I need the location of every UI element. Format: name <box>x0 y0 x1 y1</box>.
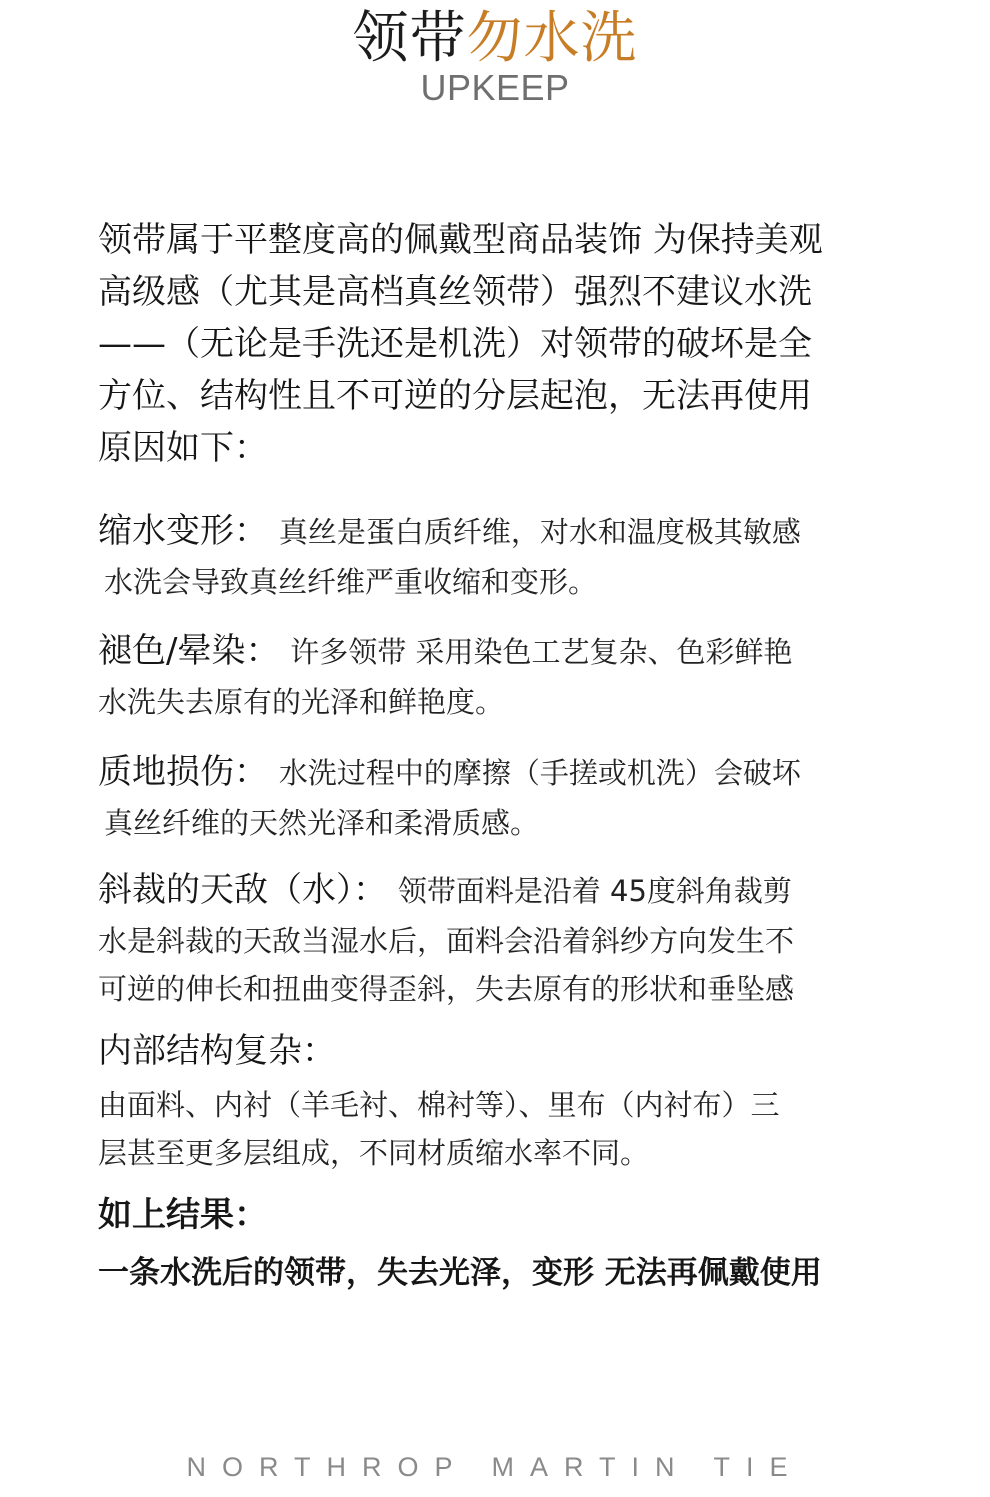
intro-line: 领带属于平整度高的佩戴型商品装饰 为保持美观 <box>98 220 823 260</box>
main-content <box>98 214 898 1297</box>
section-heading: 斜裁的天敌（水）： <box>98 870 387 910</box>
section-heading-line <box>98 625 898 678</box>
section-fading <box>98 625 898 726</box>
section-shrinkage <box>98 505 898 606</box>
section-body-line: 层甚至更多层组成，不同材质缩水率不同。 <box>98 1136 650 1170</box>
section-body-line: 水洗失去原有的光泽和鲜艳度。 <box>98 685 505 719</box>
footer-brand: NORTHROP MARTIN TIE <box>186 1452 804 1482</box>
page-header <box>0 6 990 108</box>
section-body-line: 水洗会导致真丝纤维严重收缩和变形。 <box>104 565 598 599</box>
section-body-line: 可逆的伸长和扭曲变得歪斜，失去原有的形状和垂坠感 <box>98 972 795 1006</box>
section-description: 真丝是蛋白质纤维，对水和温度极其敏感 <box>278 515 801 549</box>
conclusion-heading: 如上结果： <box>98 1195 268 1235</box>
section-heading: 内部结构复杂： <box>98 1031 336 1071</box>
page-subtitle: UPKEEP <box>420 67 570 108</box>
section-heading-line <box>98 864 898 917</box>
section-description: 领带面料是沿着 45度斜角裁剪 <box>397 874 792 908</box>
section-heading-line <box>98 746 898 799</box>
section-heading: 缩水变形： <box>98 511 268 551</box>
intro-line: 原因如下： <box>98 428 268 468</box>
section-body-line: 由面料、内衬（羊毛衬、棉衬等）、里布（内衬布）三 <box>98 1088 780 1122</box>
intro-line: 高级感（尤其是高档真丝领带）强烈不建议水洗 <box>98 272 812 312</box>
section-texture-damage <box>98 746 898 847</box>
section-heading-line <box>98 505 898 558</box>
section-heading: 质地损伤： <box>98 752 268 792</box>
section-description: 许多领带 采用染色工艺复杂、色彩鲜艳 <box>290 635 793 669</box>
section-body-line: 真丝纤维的天然光泽和柔滑质感。 <box>104 806 540 840</box>
section-body-line: 水是斜裁的天敌当湿水后，面料会沿着斜纱方向发生不 <box>98 924 795 958</box>
section-description: 水洗过程中的摩擦（手搓或机洗）会破坏 <box>278 756 801 790</box>
intro-line: 方位、结构性且不可逆的分层起泡，无法再使用 <box>98 376 812 416</box>
section-internal-structure <box>98 1025 898 1177</box>
section-bias-cut <box>98 864 898 1013</box>
conclusion-body: 一条水洗后的领带，失去光泽，变形 无法再佩戴使用 <box>98 1255 822 1291</box>
intro-line: ——（无论是手洗还是机洗）对领带的破坏是全 <box>98 324 812 364</box>
title-primary: 领带 <box>352 6 467 71</box>
page-title <box>0 6 990 72</box>
section-heading-line <box>98 1025 898 1077</box>
title-accent: 勿水洗 <box>466 6 638 71</box>
section-heading: 褪色/晕染： <box>98 631 280 671</box>
intro-paragraph <box>98 214 898 474</box>
section-conclusion <box>98 1189 898 1297</box>
